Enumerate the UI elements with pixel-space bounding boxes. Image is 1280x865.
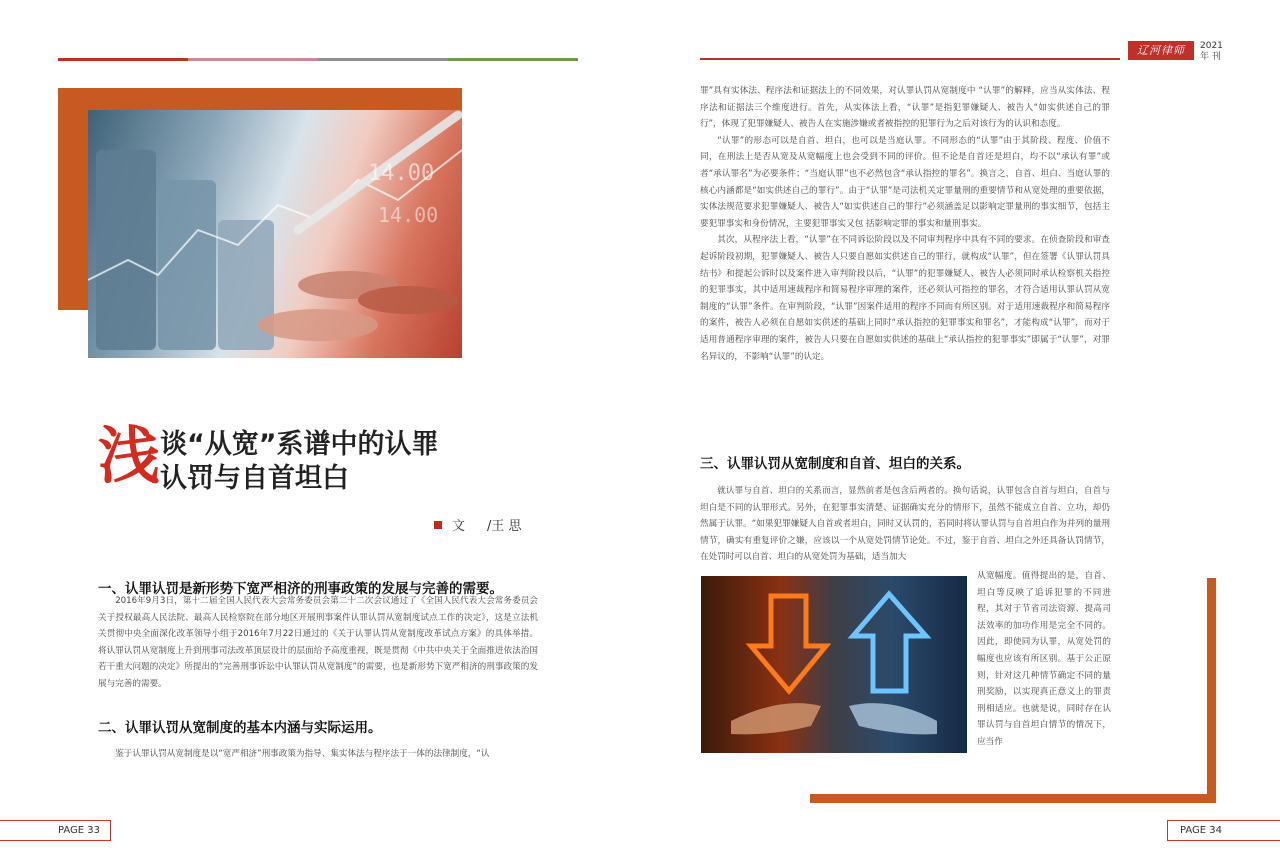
section2-heading: 二、认罪认罚从宽制度的基本内涵与实际运用。: [98, 720, 382, 736]
color-strip-gray: [318, 58, 448, 61]
section2-body: [98, 746, 538, 763]
section3-paragraph: 就认罪与自首、坦白的关系而言，显然前者是包含后两者的。换句话说，认罪包含自首与坦白，自首与坦白是不同的认罪形式。另外，在犯罪事实清楚、证据确实充分的情形下，虽然不能成立自首、立功，却仍然属于认罪。“如果犯罪嫌疑人自首或者坦白，同时又认罚的，若同时将认罪认罚与自首坦白作为并列的量刑情节，确实有重复评价之嫌，应该以一个从宽处罚情节论处。不过，鉴于自首、坦白之外还具备认罚情节，在处罚时可以自首、坦白的从宽处罚为基础，适当加大: [700, 486, 1110, 563]
section1-body: [98, 593, 538, 693]
page-number-right: [1167, 820, 1280, 841]
right-paragraph-3: 其次，从程序法上看，“认罪”在不同诉讼阶段以及不同审判程序中具有不同的要求。在侦查阶段和审查起诉阶段初期，犯罪嫌疑人、被告人只要自愿如实供述自己的罪行，就构成“认罪”，但在签署《认罪认罚具结书》和提起公诉时以及案件进入审判阶段以后，“认罪”的犯罪嫌疑人、被告人必须同时承认检察机关指控的犯罪事实，其中适用速裁程序和简易程序审理的案件，还必须认可指控的罪名，才符合适用认罪认罚从宽制度的“认罪”条件。在审判阶段，“认罪”因案件适用的程序不同而有所区别。对于适用速裁程序和简易程序的案件，被告人必须在自愿如实供述的基础上同时“承认指控的犯罪事实和罪名”，才能构成“认罪”，而对于适用普通程序审理的案件，被告人只要在自愿如实供述的基础上“承认指控的犯罪事实”即属于“认罪”，对罪名异议的，不影响“认罪”的认定。: [700, 235, 1110, 362]
arrows-illustration: [701, 576, 967, 753]
author-byline: [434, 515, 522, 534]
photo-number-2: 14.00: [378, 203, 439, 227]
section3-body: [700, 483, 1110, 566]
author-prefix: 文: [452, 519, 466, 534]
right-paragraph-2: “认罪”的形态可以是自首、坦白，也可以是当庭认罪。不同形态的“认罪”由于其阶段、程度、价值不同，在刑法上是否从宽及从宽幅度上也会受到不同的评价。但不论是自首还是坦白，均不以“承认有罪”或者“承认罪名”为必要条件；“当庭认罪”也不必然包含“承认指控的罪名”。换言之，自首、坦白、当庭认罪的核心内涵都是“如实供述自己的罪行”。由于“认罪”是司法机关定罪量刑的重要情节和从宽处理的重要依据，实体法规范要求犯罪嫌疑人、被告人“如实供述自己的罪行”必须涵盖足以影响定罪量刑的事实细节，包括主要犯罪事实和身份情况，主要犯罪事实又包 括影响定罪的事实和量刑事实。: [700, 135, 1110, 229]
photo-number-1: 14.00: [368, 161, 435, 186]
article-title: [160, 428, 439, 496]
coins-illustration: [88, 110, 462, 358]
right-hand-icon: [849, 703, 937, 734]
up-arrow-icon: [853, 594, 926, 691]
section3-body-cont: [977, 568, 1111, 751]
section3-paragraph-cont: 从宽幅度。值得提出的是，自首、坦白等反映了追诉犯罪的不同进程，其对于节省司法资源、提高司法效率的加功作用是完全不同的。因此，即使同为认罪，从宽处罚的幅度也应该有所区别。基于公正原则，针对这几种情节确定不同的量刑奖励，以实现真正意义上的罪责刑相适应。也就是说，同时存在认罪认罚与自首坦白情节的情况下，应当作: [977, 571, 1111, 747]
page-label-left: PAGE 33: [58, 825, 101, 836]
right-body-top: [700, 83, 1110, 365]
page-label-right: PAGE 34: [1180, 825, 1223, 836]
section2-paragraph: 鉴于认罪认罚从宽制度是以“宽严相济”刑事政策为指导、集实体法与程序法于一体的法律制度，“认: [115, 749, 490, 759]
red-square-icon: [434, 521, 442, 529]
header-rule: [700, 58, 1120, 60]
article-title-line1: 谈“从宽”系谱中的认罪: [160, 429, 439, 460]
journal-year: [1200, 42, 1223, 62]
title-initial-char: 浅: [98, 419, 161, 492]
color-strip-pink: [188, 58, 318, 61]
author-name: /王 思: [487, 519, 522, 534]
year-text: 2021: [1200, 41, 1223, 51]
issue-text: 年 刊: [1200, 52, 1221, 62]
color-strip-red: [58, 58, 188, 61]
page-number-left: [0, 820, 111, 841]
down-arrow-icon: [751, 596, 826, 691]
section1-heading: 一、认罪认罚是新形势下宽严相济的刑事政策的发展与完善的需要。: [98, 581, 503, 597]
right-paragraph-1: 罪”具有实体法、程序法和证据法上的不同效果，对认罪认罚从宽制度中 “认罪”的解释，应当从实体法、程序法和证据法三个维度进行。首先，从实体法上看，“认罪”是指犯罪嫌疑人、被告人“如实供述自己的罪行”，体现了犯罪嫌疑人、被告人在实施涉嫌或者被指控的犯罪行为之后对该行为的认识和态度。: [700, 86, 1110, 130]
journal-logo: 辽河律师: [1128, 41, 1194, 60]
color-strip-green: [448, 58, 578, 61]
arrows-hands-photo: [701, 576, 967, 753]
section1-paragraph: 2016年9月3日，第十二届全国人民代表大会常务委员会第二十二次会议通过了《全国人民代表大会常务委员会关于授权最高人民法院、最高人民检察院在部分地区开展刑事案件认罪认罚从宽制度试点工作的决定》，这是立法机关贯彻中央全面深化改革领导小组于2016年7月22日通过的《关于认罪认罚从宽制度改革试点方案》的具体举措。将认罪认罚从宽制度上升到刑事司法改革顶层设计的层面给予高度重视，既是贯彻《中共中央关于全面推进依法治国若干重大问题的决定》所提出的“完善刑事诉讼中认罪认罚从宽制度”的需要，也是新形势下宽严相济的刑事政策的发展与完善的需要。: [98, 596, 538, 689]
finance-coins-photo: [88, 110, 462, 358]
article-title-line2: 认罚与自首坦白: [160, 463, 349, 494]
left-hand-icon: [731, 703, 821, 734]
section3-heading: 三、认罪认罚从宽制度和自首、坦白的关系。: [700, 456, 970, 472]
